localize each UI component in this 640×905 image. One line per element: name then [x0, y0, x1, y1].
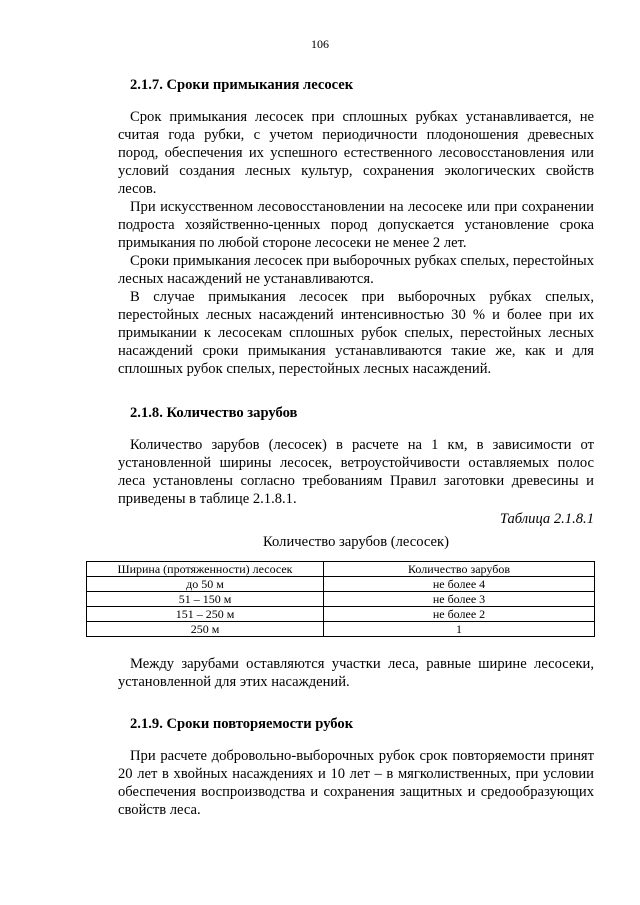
table-row: [87, 577, 595, 592]
table-caption: Таблица 2.1.8.1: [499, 511, 594, 527]
column-header-width: Ширина (протяженности) лесосек: [87, 562, 324, 577]
paragraph: Между зарубами оставляются участки леса, равные ширине лесосеки, установленной для этих насаждений.: [118, 656, 594, 690]
table-cell: 151 – 250 м: [87, 607, 324, 622]
document-body: [118, 76, 594, 819]
table-cell: не более 4: [324, 577, 595, 592]
paragraph: Сроки примыкания лесосек при выборочных рубках спелых, перестойных лесных насаждений не устанавливаются.: [118, 253, 594, 287]
paragraph: При расчете добровольно-выборочных рубок срок повторяемости принят 20 лет в хвойных насаждениях и 10 лет – в мягколиственных, при условии обеспечения воспроизводства и сохранения защитных и средообразующих свойств леса.: [118, 748, 594, 818]
paragraph: Количество зарубов (лесосек) в расчете на 1 км, в зависимости от установленной ширины лесосек, ветроустойчивости оставляемых полос леса установлены согласно требованиям Правил заготовки древесины и приведены в таблице 2.1.8.1.: [118, 437, 594, 507]
section-heading-2-1-9: 2.1.9. Сроки повторяемости рубок: [130, 716, 354, 732]
table-title: Количество зарубов (лесосек): [263, 534, 449, 550]
paragraph: Срок примыкания лесосек при сплошных рубках устанавливается, не считая года рубки, с учетом периодичности плодоношения древесных пород, обеспечения их успешного естественного лесовосстановления или условий создания лесных культур, сохранения экологических свойств лесов.: [118, 109, 594, 197]
paragraph: В случае примыкания лесосек при выборочных рубках спелых, перестойных лесных насаждений интенсивностью 30 % и более при их примыкании к лесосекам сплошных рубок спелых, перестойных лесных насаждений сроки примыкания устанавливаются такие же, как и для сплошных рубок спелых, перестойных лесных насаждений.: [118, 289, 594, 377]
table-header-row: [87, 562, 595, 577]
table-cell: 1: [324, 622, 595, 637]
table-row: [87, 622, 595, 637]
cuts-table: [86, 561, 595, 637]
table-cell: 250 м: [87, 622, 324, 637]
table-cell: до 50 м: [87, 577, 324, 592]
column-header-count: Количество зарубов: [324, 562, 595, 577]
table-cell: 51 – 150 м: [87, 592, 324, 607]
table-cell: не более 3: [324, 592, 595, 607]
table-cell: не более 2: [324, 607, 595, 622]
table-row: [87, 607, 595, 622]
table-row: [87, 592, 595, 607]
section-heading-2-1-7: 2.1.7. Сроки примыкания лесосек: [130, 77, 354, 93]
paragraph: При искусственном лесовосстановлении на лесосеке или при сохранении подроста хозяйственно-ценных пород допускается установление срока примыкания по любой стороне лесосеки не менее 2 лет.: [118, 199, 594, 251]
page-number: 106: [311, 37, 329, 51]
section-heading-2-1-8: 2.1.8. Количество зарубов: [130, 405, 298, 421]
